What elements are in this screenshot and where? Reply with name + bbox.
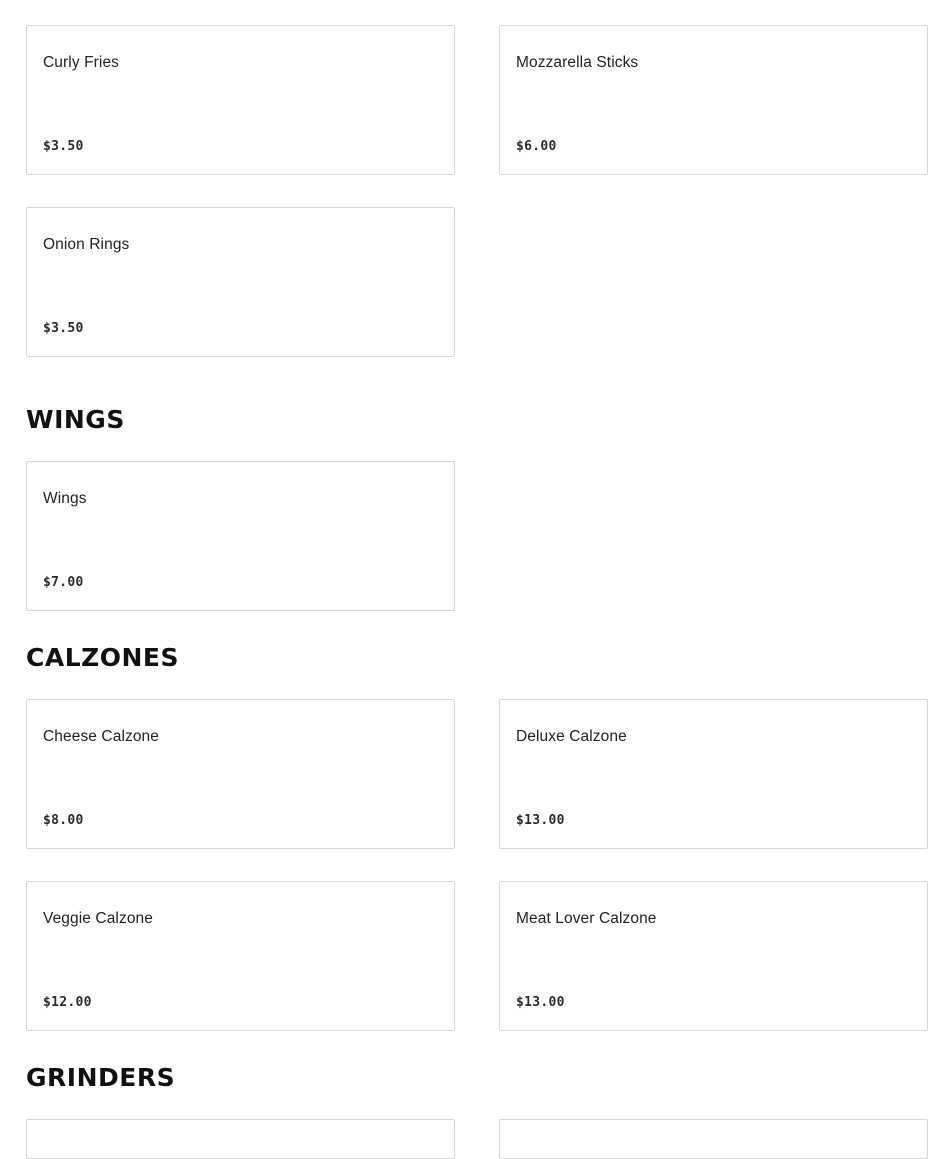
menu-grid-wings [26,461,928,611]
menu-item-card[interactable] [26,699,455,849]
menu-item-name: Meat Lover Calzone [516,910,657,927]
menu-grid-sides [26,25,928,357]
menu-item-card[interactable] [26,1119,455,1159]
menu-item-price: $3.50 [43,139,84,154]
menu-item-price: $13.00 [516,813,565,828]
menu-item-card[interactable] [499,699,928,849]
menu-item-card[interactable] [26,207,455,357]
menu-item-price: $12.00 [43,995,92,1010]
menu-grid-grinders [26,1119,928,1159]
menu-item-price: $8.00 [43,813,84,828]
menu-content [26,0,928,1159]
menu-item-name: Cheese Calzone [43,728,159,745]
menu-grid-calzones [26,699,928,1031]
section-title-calzones: CALZONES [26,643,180,672]
menu-item-card[interactable] [26,881,455,1031]
menu-item-name: Mozzarella Sticks [516,54,639,71]
menu-item-name: Wings [43,490,87,507]
menu-item-price: $3.50 [43,321,84,336]
menu-item-price: $13.00 [516,995,565,1010]
menu-item-card[interactable] [499,881,928,1031]
section-title-wings: WINGS [26,405,125,434]
menu-item-name: Veggie Calzone [43,910,153,927]
menu-item-card[interactable] [499,1119,928,1159]
section-title-grinders: GRINDERS [26,1063,176,1092]
menu-item-price: $7.00 [43,575,84,590]
menu-item-name: Deluxe Calzone [516,728,627,745]
menu-item-card[interactable] [26,461,455,611]
menu-item-name: Curly Fries [43,54,120,71]
menu-item-name: Onion Rings [43,236,130,253]
menu-item-price: $6.00 [516,139,557,154]
menu-item-card[interactable] [499,25,928,175]
menu-item-card[interactable] [26,25,455,175]
